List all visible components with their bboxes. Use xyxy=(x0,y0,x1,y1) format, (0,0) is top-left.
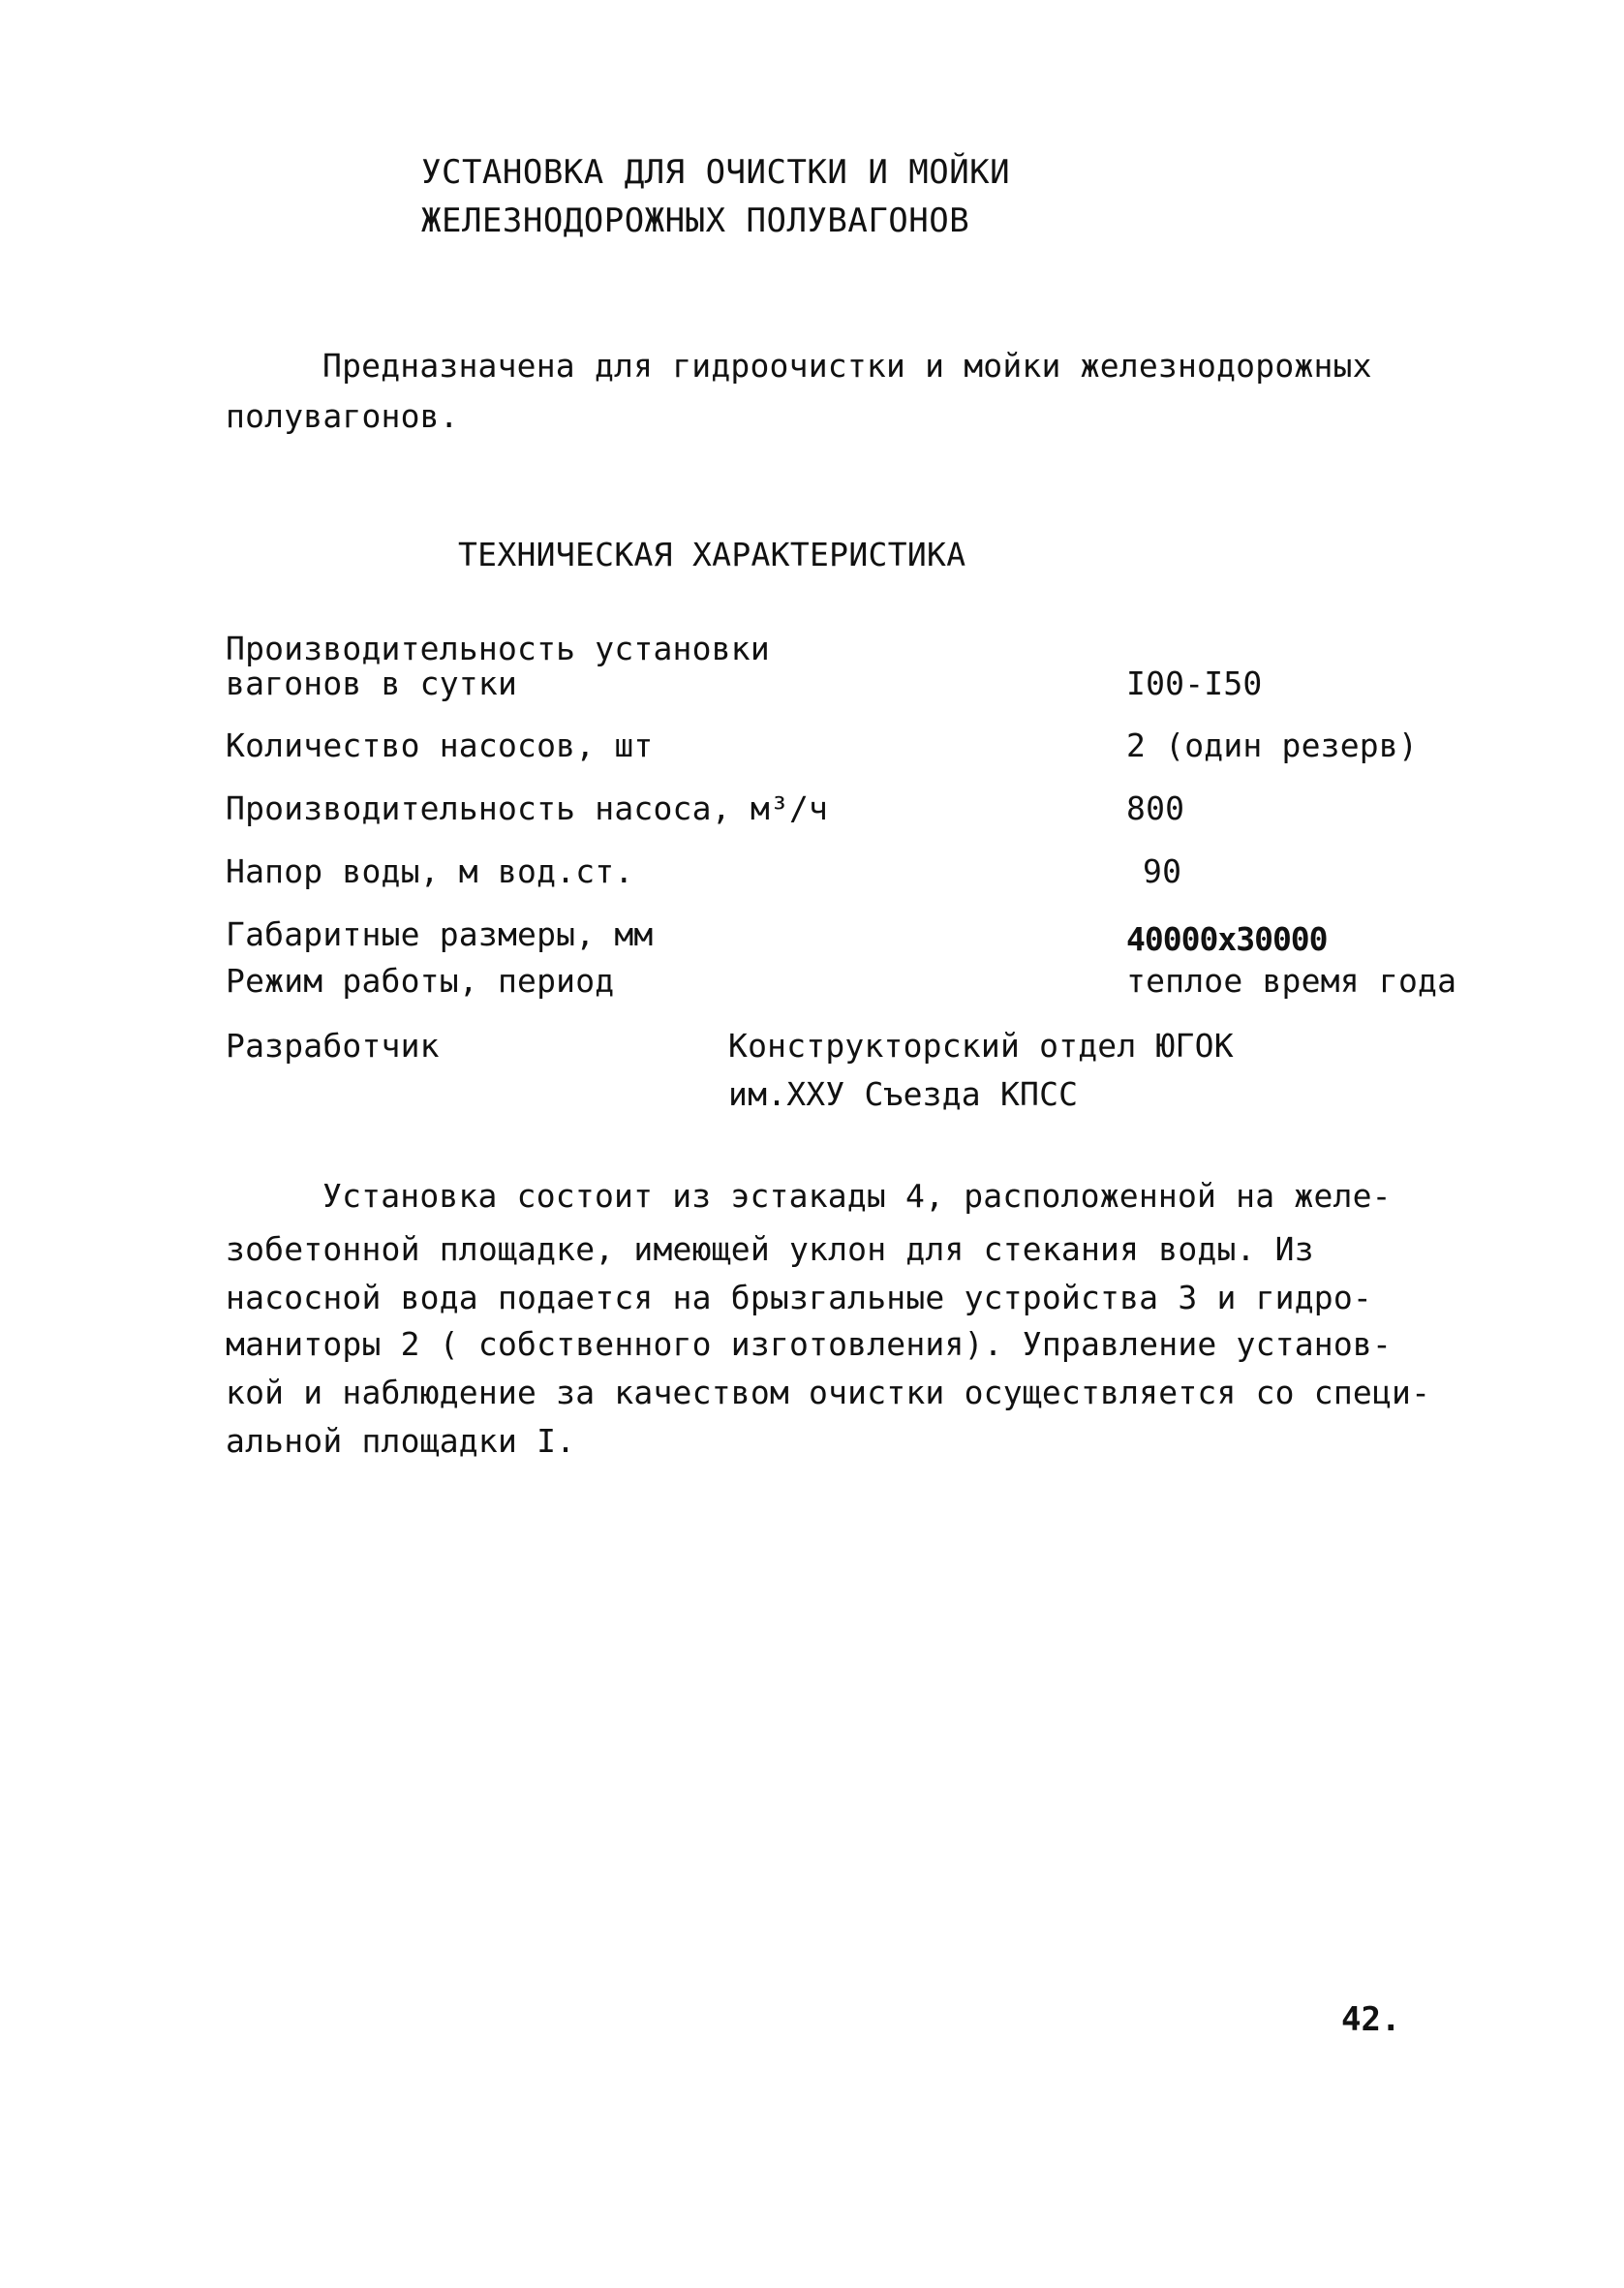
purpose-line-1: Предназначена для гидроочистки и мойки железнодорожных xyxy=(322,347,1372,385)
purpose-line-2: полувагонов. xyxy=(226,397,459,435)
spec-value-productivity: I00-I50 xyxy=(1126,665,1263,702)
description-line-1: Установка состоит из эстакады 4, расположенной на желе- xyxy=(322,1177,1392,1215)
spec-label-operating-mode: Режим работы, период xyxy=(226,962,615,1000)
document-title-line-1: УСТАНОВКА ДЛЯ ОЧИСТКИ И МОЙКИ xyxy=(421,153,1011,192)
spec-label-dimensions: Габаритные размеры, мм xyxy=(226,915,654,953)
description-line-5: кой и наблюдение за качеством очистки осуществляется со специ- xyxy=(226,1374,1431,1411)
spec-value-water-head: 90 xyxy=(1143,852,1182,890)
spec-value-operating-mode: теплое время года xyxy=(1126,962,1457,1000)
spec-label-pump-count: Количество насосов, шт xyxy=(226,727,654,764)
developer-label: Разработчик xyxy=(226,1027,440,1065)
spec-label-pump-capacity: Производительность насоса, м³/ч xyxy=(226,789,829,827)
specs-heading: ТЕХНИЧЕСКАЯ ХАРАКТЕРИСТИКА xyxy=(458,536,966,573)
spec-value-pump-count: 2 (один резерв) xyxy=(1126,727,1419,764)
spec-label-productivity-line-1: Производительность установки xyxy=(226,630,770,667)
developer-value-line-1: Конструкторский отдел ЮГОК xyxy=(728,1027,1234,1065)
description-line-2: зобетонной площадке, имеющей уклон для стекания воды. Из xyxy=(226,1230,1314,1268)
spec-value-pump-capacity: 800 xyxy=(1126,789,1185,827)
spec-label-water-head: Напор воды, м вод.ст. xyxy=(226,852,634,890)
description-line-4: маниторы 2 ( собственного изготовления). Управление установ- xyxy=(226,1325,1393,1363)
description-line-6: альной площадки I. xyxy=(226,1422,576,1460)
spec-label-productivity-line-2: вагонов в сутки xyxy=(226,665,518,702)
description-line-3: насосной вода подается на брызгальные устройства 3 и гидро- xyxy=(226,1279,1372,1316)
spec-value-dimensions: 40000x30000 xyxy=(1126,920,1328,958)
page-number: 42. xyxy=(1341,2000,1401,2039)
developer-value-line-2: им.XXУ Съезда КПСС xyxy=(728,1075,1079,1113)
document-title-line-2: ЖЕЛЕЗНОДОРОЖНЫХ ПОЛУВАГОНОВ xyxy=(421,201,970,240)
